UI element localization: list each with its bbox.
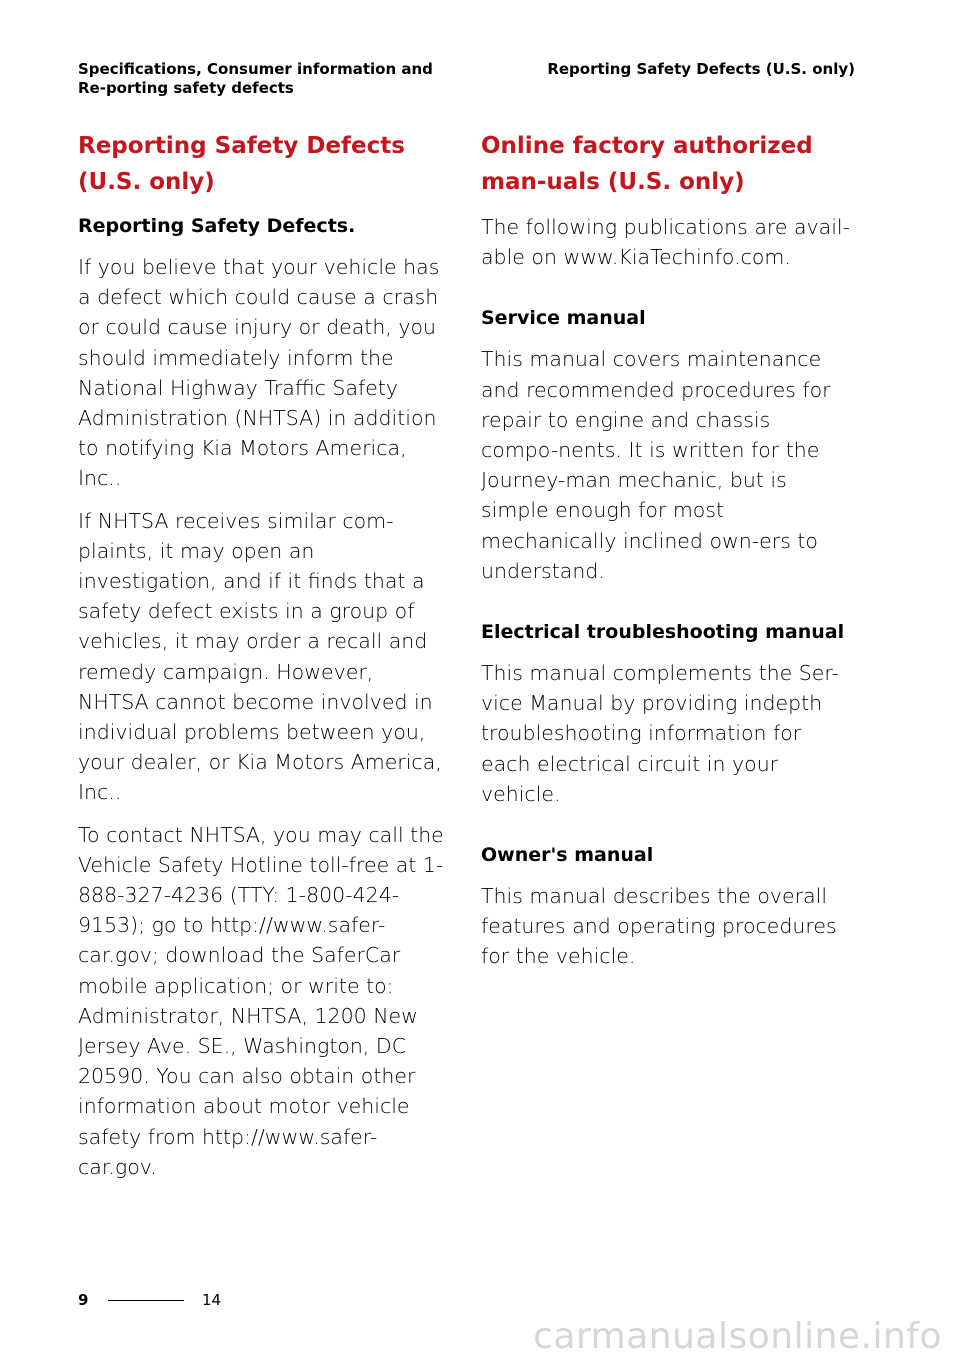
left-column [78, 128, 450, 1194]
text-service-manual: This manual covers maintenance and recommended procedures for repair to engine and chassis compo-nents. It is written for the Journey-man mechanic, but is simple enough for most mechanically inclined own-ers to understand. [481, 347, 831, 583]
paragraph-defect-intro: If you believe that your vehicle has a defect which could cause a crash or could cause injury or death, you should immediately inform the National Highway Traffic Safety Administration (NHTSA) in addition to notifying Kia Motors America, Inc.. [78, 255, 440, 491]
chapter-number: 9 [78, 1291, 89, 1309]
text-owners-manual: This manual describes the overall features and operating procedures for the vehicle. [481, 884, 837, 969]
paragraph-contact-nhtsa: To contact NHTSA, you may call the Vehicle Safety Hotline toll-free at 1-888-327-4236 (TTY: 1-800-424-9153); go to http://www.safer-car.gov; download the SaferCar mobile application; or write to: Administrator, NHTSA, 1200 New Jersey Ave. SE., Washington, DC 20590. You can also obtain other information about motor vehicle safety from http://www.safer-car.gov. [78, 822, 444, 1179]
page-footer [78, 1290, 221, 1310]
running-head-chapter: Specifications, Consumer information and Re-porting safety defects [78, 60, 433, 97]
heading-electrical-manual: Electrical troubleshooting manual [481, 621, 845, 644]
text-electrical-manual: This manual complements the Ser-vice Manual by providing indepth troubleshooting information for each electrical circuit in your vehicle. [481, 661, 839, 806]
paragraph-manuals-intro: The following publications are avail-able on www.KiaTechinfo.com. [481, 215, 851, 270]
heading-owners-manual: Owner's manual [481, 844, 654, 867]
running-head-section: Reporting Safety Defects (U.S. only) [547, 60, 855, 78]
watermark: carmanualsonline.info [533, 1316, 942, 1357]
footer-divider [108, 1300, 184, 1301]
section-title-manuals: Online factory authorized man-uals (U.S. only) [481, 133, 813, 195]
page-number: 14 [202, 1291, 222, 1309]
paragraph-nhtsa-complaints: If NHTSA receives similar com-plaints, it may open an investigation, and if it finds that a safety defect exists in a group of vehicles, it may order a recall and remedy campaign. However, NHTSA cannot become involved in individual problems between you, your dealer, or Kia Motors America, Inc.. [78, 508, 442, 805]
section-title-reporting: Reporting Safety Defects (U.S. only) [78, 133, 405, 195]
right-column [481, 128, 853, 984]
subheading-reporting: Reporting Safety Defects. [78, 215, 356, 237]
heading-service-manual: Service manual [481, 307, 646, 330]
